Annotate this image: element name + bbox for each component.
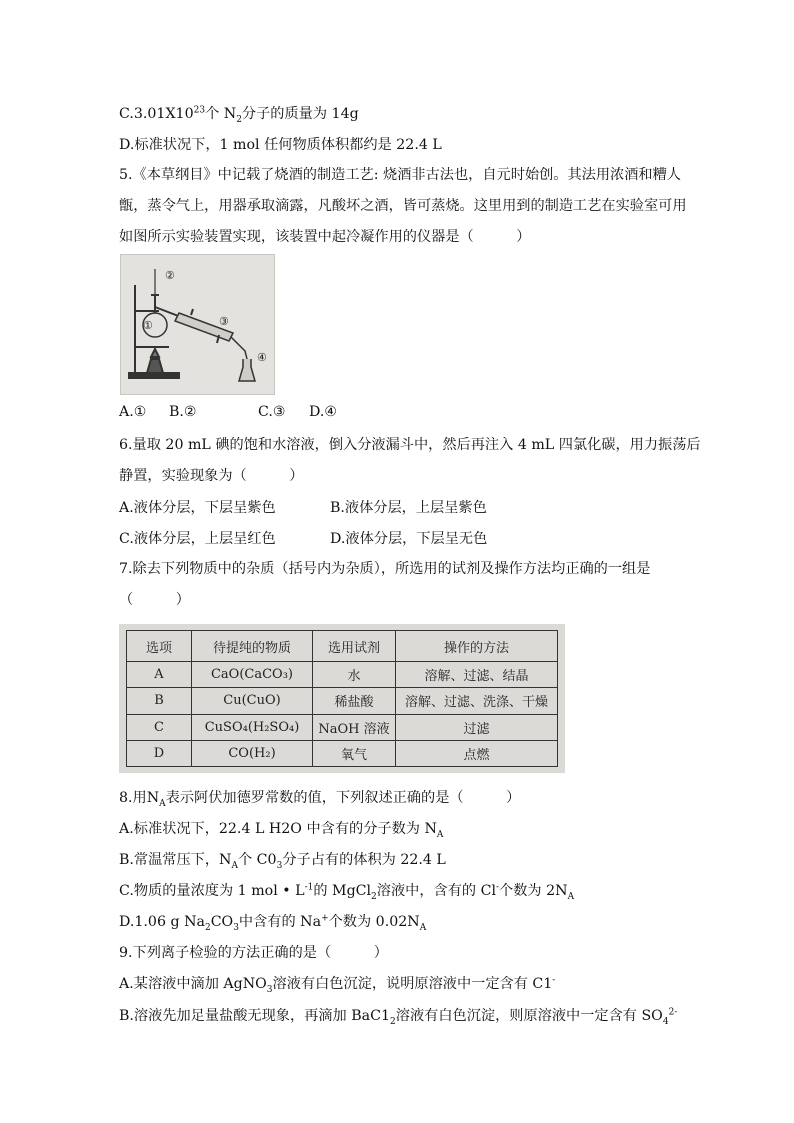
label-1: ① — [143, 319, 153, 332]
q7-stem-line1: 7.除去下列物质中的杂质（括号内为杂质），所选用的试剂及操作方法均正确的一组是 — [119, 561, 651, 577]
label-2: ② — [165, 269, 175, 282]
q6-option-b: B.液体分层，上层呈紫色 — [330, 500, 487, 516]
q5-stem-line3: 如图所示实验装置实现，该装置中起冷凝作用的仪器是（ ） — [119, 229, 531, 245]
table-cell: 溶解、过滤、洗涤、干燥 — [396, 688, 558, 714]
table-header: 选项 — [127, 631, 192, 662]
table-cell: CO(H₂) — [192, 740, 313, 766]
q7-stem-line2: （ ） — [119, 592, 190, 608]
q9-stem: 9.下列离子检验的方法正确的是（ ） — [119, 945, 388, 961]
table-cell: 点燃 — [396, 740, 558, 766]
q5-options — [119, 404, 337, 420]
q8-option-a: A.标准状况下，22.4 L H2O 中含有的分子数为 $N_A$ — [119, 821, 444, 840]
table-cell: A — [127, 662, 192, 688]
table-cell: CuSO₄(H₂SO₄) — [192, 714, 313, 740]
q6-option-c: C.液体分层，上层呈红色 — [119, 531, 276, 547]
table-cell: Cu(CuO) — [192, 688, 313, 714]
table-row — [127, 688, 558, 714]
q4-option-d: D.标准状况下，1 mol 任何物质体积都约是 22.4 L — [119, 137, 442, 153]
q6-options-row1 — [119, 497, 487, 517]
q5-stem-line1: 5.《本草纲目》中记载了烧酒的制造工艺: 烧酒非古法也，自元时始创。其法用浓酒和糟人 — [119, 167, 681, 183]
table-cell: 过滤 — [396, 714, 558, 740]
q7-table-figure — [119, 624, 565, 773]
distillation-apparatus-figure — [120, 254, 275, 395]
q5-option-d: D.④ — [309, 404, 338, 420]
table-cell: C — [127, 714, 192, 740]
label-3: ③ — [219, 315, 229, 328]
q6-option-a: A.液体分层，下层呈紫色 — [119, 500, 276, 516]
q5-option-b: B.② — [169, 404, 197, 420]
table-cell: B — [127, 688, 192, 714]
q6-stem-line2: 静置，实验现象为（ ） — [119, 468, 304, 484]
table-cell: NaOH 溶液 — [313, 714, 396, 740]
table-row — [127, 714, 558, 740]
q5-option-c: C.③ — [258, 404, 286, 420]
q8-option-b: B.常温常压下，$N_A$个 $C0_3$分子占有的体积为 22.4 L — [119, 852, 446, 871]
table-row — [127, 740, 558, 766]
q9-option-b: B.溶液先加足量盐酸无现象，再滴加 $BaC1_2$溶液有白色沉淀，则原溶液中一定含有 $SO_4^{2-}$ — [119, 1007, 678, 1027]
q9-option-a: A.某溶液中滴加 AgNO$_3$溶液有白色沉淀，说明原溶液中一定含有 C1- — [119, 975, 556, 995]
table-cell: 稀盐酸 — [313, 688, 396, 714]
table-header: 待提纯的物质 — [192, 631, 313, 662]
label-4: ④ — [257, 351, 267, 364]
table-cell: 氧气 — [313, 740, 396, 766]
table-row — [127, 662, 558, 688]
q8-option-d: D.1.06 g $Na_2CO_3$中含有的 Na+个数为 $0.02N_A$ — [119, 913, 427, 933]
table-cell: CaO(CaCO₃) — [192, 662, 313, 688]
q4-option-c: $C.3.01X10^{23}$个 $N_2$分子的质量为 14g — [119, 105, 359, 125]
distillation-apparatus-drawing — [121, 255, 274, 394]
table-header: 操作的方法 — [396, 631, 558, 662]
q6-options-row2 — [119, 528, 487, 548]
q5-option-a: A.① — [119, 404, 147, 420]
table-cell: D — [127, 740, 192, 766]
q7-table — [126, 630, 558, 767]
table-header: 选用试剂 — [313, 631, 396, 662]
q8-option-c: C.物质的量浓度为 1 mol • $L^{-1}$的 MgCl$_2$溶液中，含有的 Cl-个数为 $2N_A$ — [119, 882, 575, 902]
q6-option-d: D.液体分层，下层呈无色 — [330, 531, 488, 547]
table-cell: 溶解、过滤、结晶 — [396, 662, 558, 688]
q5-stem-line2: 甑，蒸令气上，用器承取滴露，凡酸坏之酒，皆可蒸烧。这里用到的制造工艺在实验室可用 — [119, 198, 687, 214]
q8-stem: 8.用$N_A$表示阿伏加德罗常数的值，下列叙述正确的是（ ） — [119, 790, 521, 809]
q6-stem-line1: 6.量取 20 mL 碘的饱和水溶液，倒入分液漏斗中，然后再注入 4 mL 四氯化碳，用力振荡后 — [119, 437, 701, 453]
table-cell: 水 — [313, 662, 396, 688]
